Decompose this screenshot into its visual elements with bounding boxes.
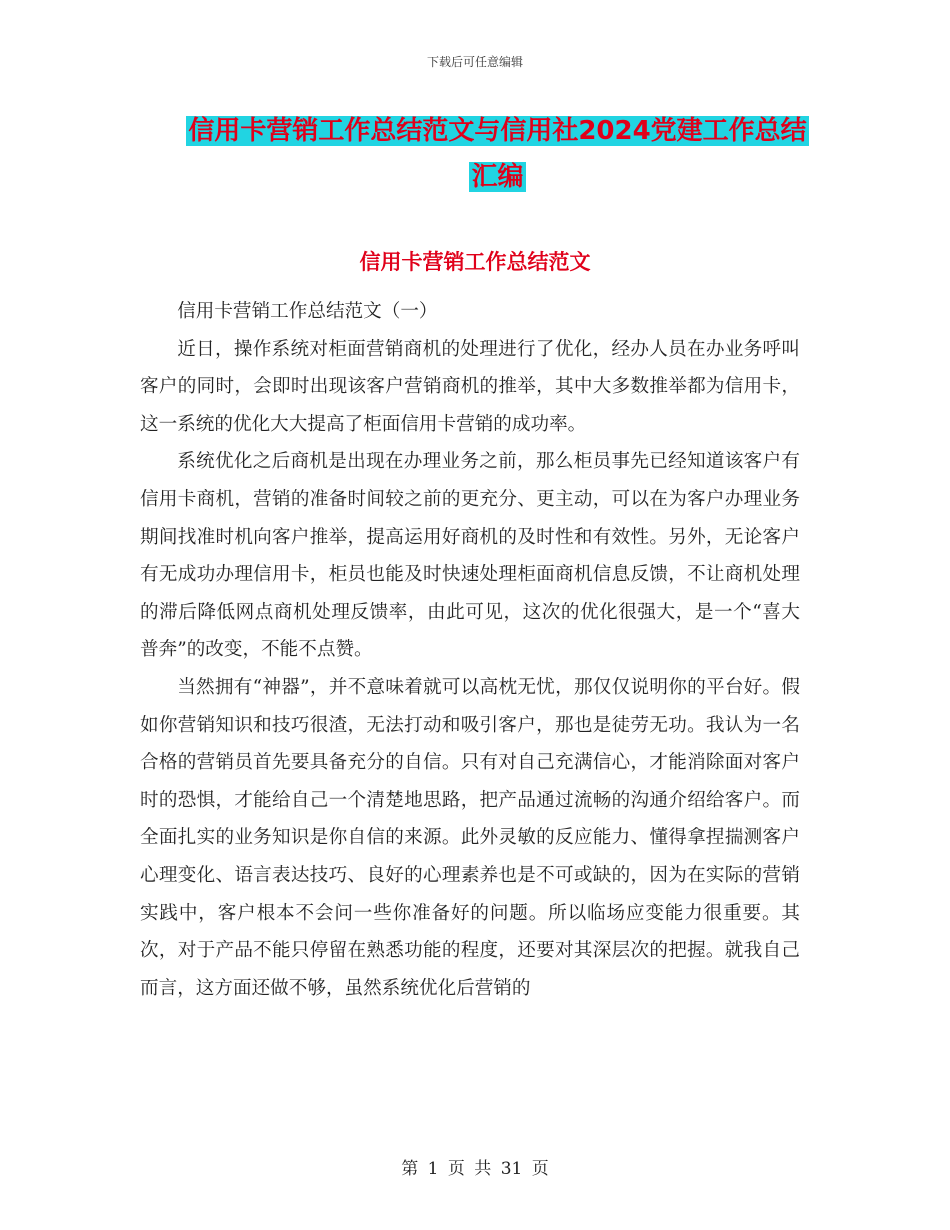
paragraph: 系统优化之后商机是出现在办理业务之前，那么柜员事先已经知道该客户有信用卡商机，营销的准备时间较之前的更充分、更主动，可以在为客户办理业务期间找准时机向客户推举，提高运用好商机的及时性和有效性。另外，无论客户有无成功办理信用卡，柜员也能及时快速处理柜面商机信息反馈，不让商机处理的滞后降低网点商机处理反馈率，由此可见，这次的优化很强大，是一个“喜大普奔”的改变，不能不点赞。 — [140, 451, 800, 661]
paragraph: 近日，操作系统对柜面营销商机的处理进行了优化，经办人员在办业务呼叫客户的同时，会即时出现该客户营销商机的推举，其中大多数推举都为信用卡，这一系统的优化大大提高了柜面信用卡营销的成功率。 — [140, 338, 800, 435]
header-note: 下载后可任意编辑 — [426, 55, 523, 69]
section-title: 信用卡营销工作总结范文 — [359, 250, 591, 274]
paragraph-subtitle: 信用卡营销工作总结范文（一） — [177, 301, 438, 322]
document-title-line-2: 汇编 — [471, 162, 524, 192]
document-title-line-1: 信用卡营销工作总结范文与信用社2024党建工作总结 — [188, 116, 807, 146]
document-body — [140, 293, 800, 1007]
paragraph: 当然拥有“神器”，并不意味着就可以高枕无忧，那仅仅说明你的平台好。假如你营销知识和技巧很渣，无法打动和吸引客户，那也是徒劳无功。我认为一名合格的营销员首先要具备充分的自信。只有对自己充满信心，才能消除面对客户时的恐惧，才能给自己一个清楚地思路，把产品通过流畅的沟通介绍给客户。而全面扎实的业务知识是你自信的来源。此外灵敏的反应能力、懂得拿捏揣测客户心理变化、语言表达技巧、良好的心理素养也是不可或缺的，因为在实际的营销实践中，客户根本不会问一些你准备好的问题。所以临场应变能力很重要。其次，对于产品不能只停留在熟悉功能的程度，还要对其深层次的把握。就我自己而言，这方面还做不够，虽然系统优化后营销的 — [140, 676, 800, 999]
page-footer: 第 1 页 共 31 页 — [401, 1159, 549, 1179]
document-title — [140, 108, 855, 200]
